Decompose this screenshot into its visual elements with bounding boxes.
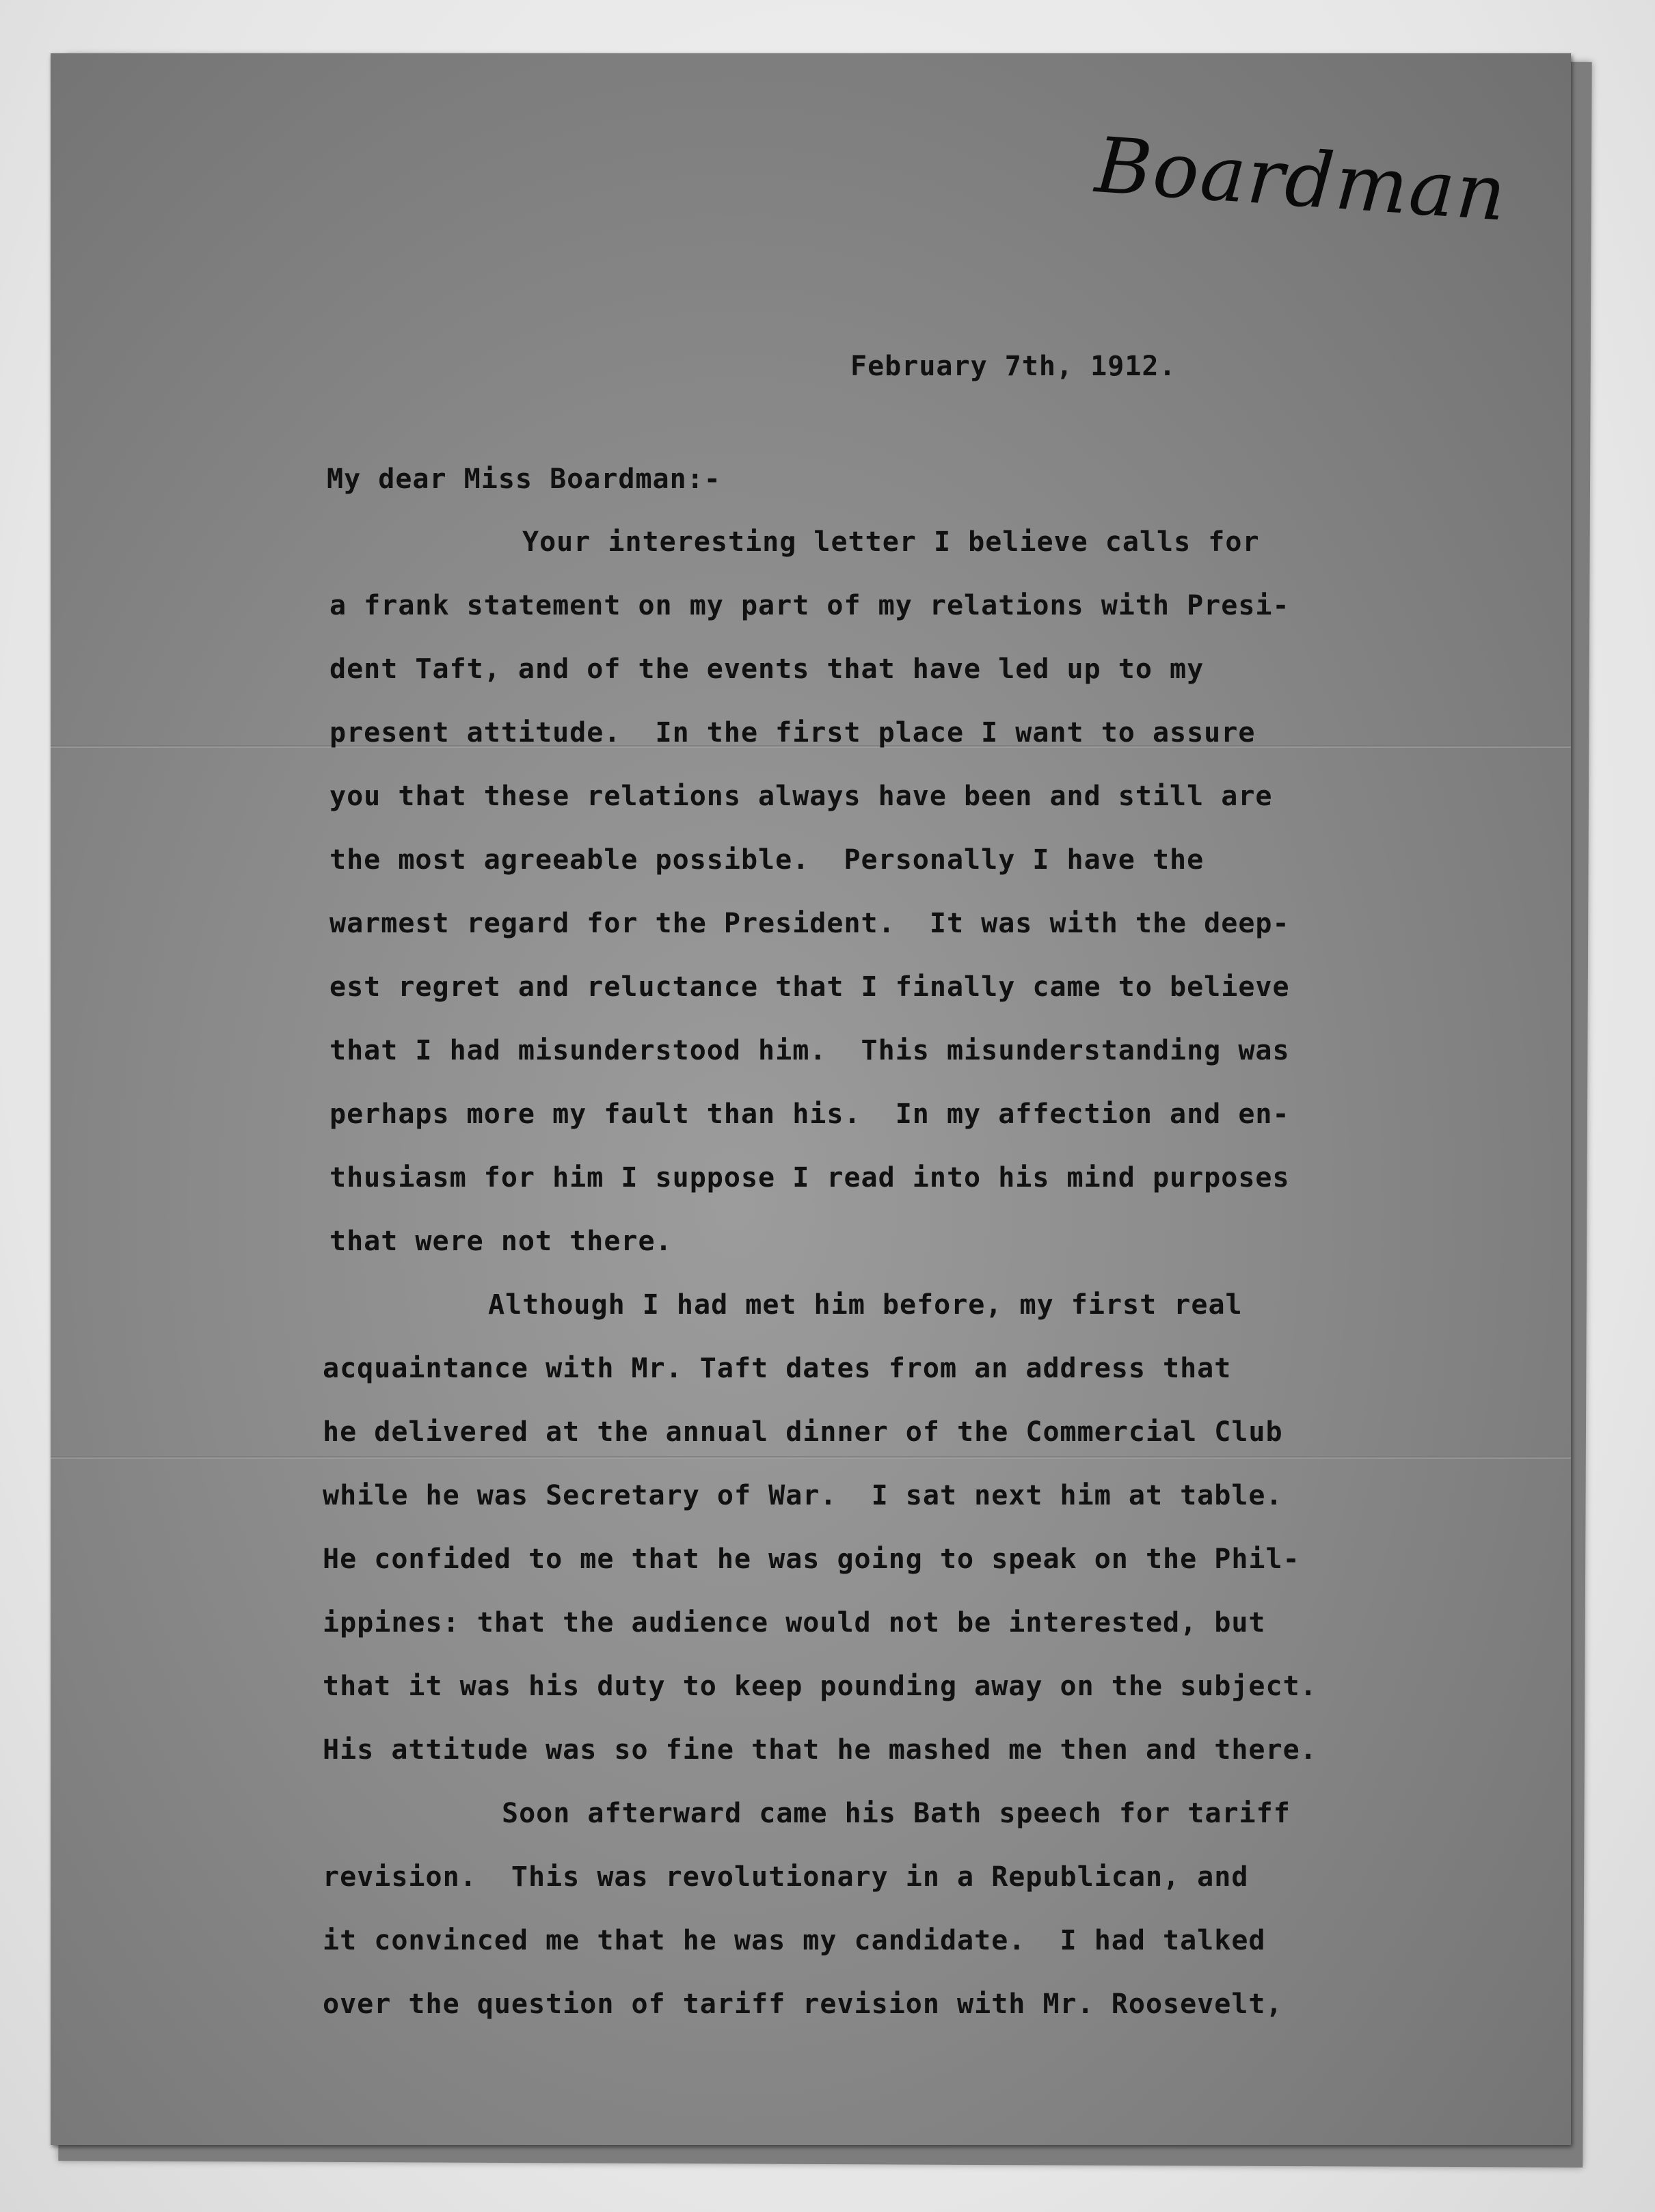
body-line: perhaps more my fault than his. In my affection and en- (329, 1098, 1290, 1130)
body-line: he delivered at the annual dinner of the Commercial Club (323, 1416, 1283, 1448)
body-line: that it was his duty to keep pounding away on the subject. (323, 1671, 1317, 1702)
handwritten-annotation: Boardman (1092, 121, 1510, 239)
body-line: a frank statement on my part of my relations with Presi- (329, 590, 1290, 621)
letter-date: February 7th, 1912. (850, 351, 1176, 382)
body-line: warmest regard for the President. It was with the deep- (329, 908, 1290, 939)
body-line: it convinced me that he was my candidate. I had talked (323, 1925, 1266, 1956)
body-line: est regret and reluctance that I finally came to believe (329, 971, 1290, 1003)
body-line: acquaintance with Mr. Taft dates from an address that (323, 1353, 1232, 1384)
body-line: Soon afterward came his Bath speech for tariff (502, 1798, 1291, 1829)
body-line: He confided to me that he was going to speak on the Phil- (323, 1543, 1300, 1575)
body-line: Although I had met him before, my first real (488, 1289, 1243, 1321)
letter-sheet (51, 53, 1571, 2145)
body-line: over the question of tariff revision with Mr. Roosevelt, (323, 1988, 1283, 2020)
body-line: present attitude. In the first place I want to assure (329, 717, 1256, 748)
body-line: that I had misunderstood him. This misunderstanding was (329, 1035, 1290, 1066)
body-line: revision. This was revolutionary in a Republican, and (323, 1861, 1249, 1893)
body-line: His attitude was so fine that he mashed me then and there. (323, 1734, 1317, 1766)
body-line: Your interesting letter I believe calls for (522, 526, 1260, 558)
body-line: ippines: that the audience would not be interested, but (323, 1607, 1266, 1638)
body-line: that were not there. (329, 1226, 673, 1257)
fold-crease (51, 1456, 1571, 1459)
body-line: the most agreeable possible. Personally I have the (329, 844, 1205, 876)
salutation: My dear Miss Boardman:- (327, 463, 721, 495)
body-line: you that these relations always have been and still are (329, 781, 1273, 812)
body-line: dent Taft, and of the events that have led up to my (329, 653, 1205, 685)
body-line: while he was Secretary of War. I sat next him at table. (323, 1480, 1283, 1511)
body-line: thusiasm for him I suppose I read into his mind purposes (329, 1162, 1290, 1193)
